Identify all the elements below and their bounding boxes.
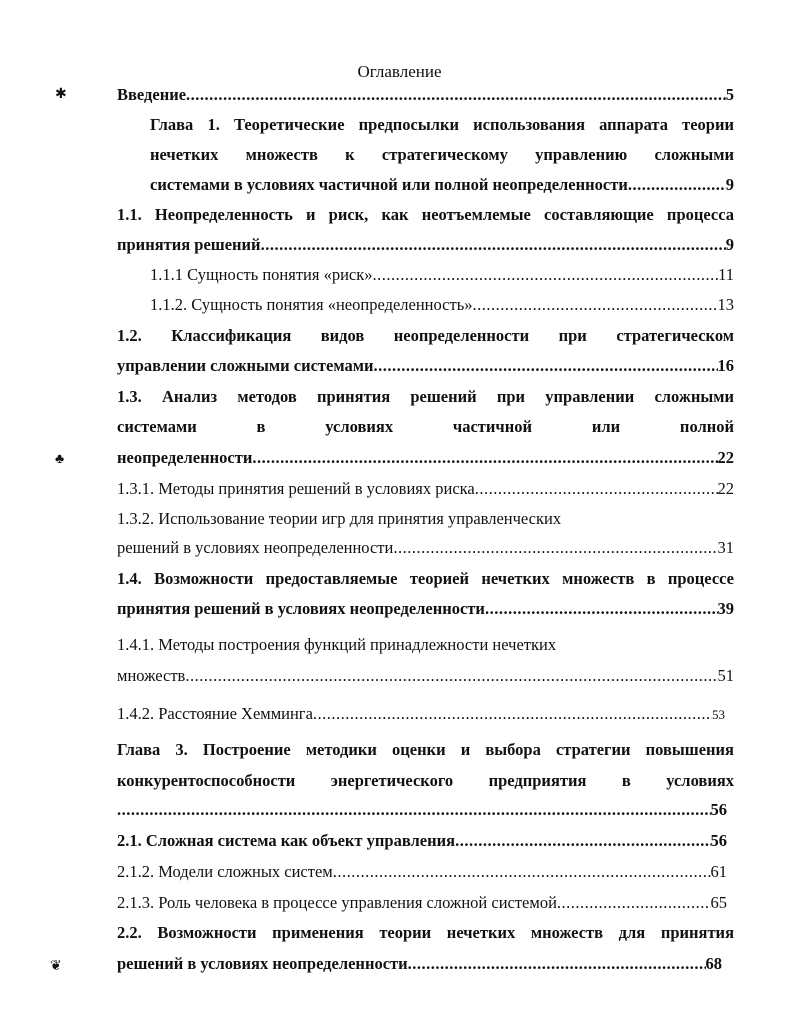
toc-entry-page: 5	[725, 85, 734, 104]
toc-section-1-2-line-2[interactable]	[117, 355, 734, 377]
toc-chapter-1-line-2[interactable]: нечетких множеств к стратегическому управлению сложными	[150, 145, 734, 164]
toc-subsection-1-4-1-line-1[interactable]: 1.4.1. Методы построения функций принадлежности нечетких	[117, 635, 557, 654]
leader-dots	[373, 355, 717, 377]
leader-dots	[628, 174, 726, 196]
toc-section-1-4-line-1[interactable]: 1.4. Возможности предоставляемые теорией нечетких множеств в процессе	[117, 569, 734, 588]
toc-entry-page: 22	[717, 479, 734, 498]
toc-chapter-1-line-1[interactable]: Глава 1. Теоретические предпосылки использования аппарата теории	[150, 115, 734, 134]
toc-entry-text: Введение	[117, 85, 187, 104]
toc-section-1-3-line-3[interactable]	[117, 447, 734, 469]
margin-mark-icon: ❦	[50, 959, 62, 974]
page-title: Оглавление	[357, 62, 442, 81]
toc-entry-page: 31	[717, 538, 734, 557]
toc-section-1-3-line-2[interactable]: системами в условиях частичной или полной	[117, 417, 734, 436]
margin-mark-icon: ✱	[55, 87, 67, 102]
leader-dots	[373, 264, 719, 286]
toc-subsection-1-1-1[interactable]	[150, 264, 734, 286]
toc-subsection-2-1-2[interactable]	[117, 861, 727, 883]
toc-section-1-3-line-1[interactable]: 1.3. Анализ методов принятия решений при управлении сложными	[117, 387, 734, 406]
leader-dots	[186, 84, 726, 106]
toc-entry-page: 9	[725, 235, 734, 254]
toc-section-1-1-line-2[interactable]	[117, 234, 734, 256]
leader-dots	[475, 478, 718, 500]
toc-entry-page: 53	[712, 707, 725, 722]
leader-dots	[185, 665, 717, 687]
toc-section-1-1-line-1[interactable]: 1.1. Неопределенность и риск, как неотъемлемые составляющие процесса	[117, 205, 734, 224]
toc-section-1-4-line-2[interactable]	[117, 598, 734, 620]
toc-entry-intro[interactable]	[117, 84, 734, 106]
leader-dots	[408, 953, 706, 975]
toc-entry-page: 56	[710, 800, 727, 819]
leader-dots	[252, 447, 717, 469]
toc-chapter-1-line-3[interactable]	[150, 174, 734, 196]
leader-dots	[261, 234, 726, 256]
toc-entry-page: 11	[718, 265, 734, 284]
toc-entry-page: 61	[710, 862, 727, 881]
toc-entry-text: системами в условиях частичной или полной неопределенности	[150, 175, 628, 194]
toc-entry-text: принятия решений	[117, 235, 261, 254]
toc-entry-page: 51	[717, 666, 734, 685]
leader-dots	[485, 598, 718, 620]
toc-entry-text: 2.1.2. Модели сложных систем	[117, 862, 333, 881]
toc-subsection-1-3-1[interactable]	[117, 478, 734, 500]
leader-dots	[313, 703, 712, 725]
toc-entry-page: 13	[717, 295, 734, 314]
toc-section-1-2-line-1[interactable]: 1.2. Классификация видов неопределенности при стратегическом	[117, 326, 734, 345]
margin-mark-icon: ♣	[55, 452, 65, 467]
toc-subsection-1-3-2-line-1[interactable]: 1.3.2. Использование теории игр для принятия управленческих	[117, 509, 562, 528]
leader-dots	[557, 892, 711, 914]
leader-dots	[455, 830, 710, 852]
toc-chapter-3-line-2[interactable]: конкурентоспособности энергетического предприятия в условиях	[117, 771, 734, 790]
toc-subsection-1-3-2-line-2[interactable]	[117, 537, 734, 559]
toc-subsection-1-1-2[interactable]	[150, 294, 734, 316]
leader-dots	[333, 861, 711, 883]
toc-subsection-2-1-3[interactable]	[117, 892, 727, 914]
toc-entry-page: 39	[717, 599, 734, 618]
leader-dots	[472, 294, 717, 316]
toc-entry-text: 2.1.3. Роль человека в процессе управления сложной системой	[117, 893, 557, 912]
toc-entry-page: 9	[725, 175, 734, 194]
toc-entry-text: 1.1.2. Сущность понятия «неопределенность»	[150, 295, 473, 314]
toc-entry-text: 1.1.1 Сущность понятия «риск»	[150, 265, 373, 284]
toc-chapter-3-line-3[interactable]	[117, 799, 727, 821]
toc-chapter-3-line-1[interactable]: Глава 3. Построение методики оценки и выбора стратегии повышения	[117, 740, 734, 759]
toc-entry-page: 68	[705, 954, 722, 973]
toc-entry-text: управлении сложными системами	[117, 356, 374, 375]
toc-subsection-1-4-1-line-2[interactable]	[117, 665, 734, 687]
toc-section-2-2-line-1[interactable]: 2.2. Возможности применения теории нечетких множеств для принятия	[117, 923, 734, 942]
toc-section-2-1[interactable]	[117, 830, 727, 852]
toc-entry-text: решений в условиях неопределенности	[117, 954, 408, 973]
toc-entry-page: 56	[710, 831, 727, 850]
toc-entry-page: 22	[717, 448, 734, 467]
toc-entry-text: 2.1. Сложная система как объект управления	[117, 831, 456, 850]
toc-subsection-1-4-2[interactable]	[117, 703, 725, 726]
leader-dots	[117, 799, 711, 821]
toc-entry-text: 1.3.1. Методы принятия решений в условиях риска	[117, 479, 475, 498]
toc-entry-text: множеств	[117, 666, 186, 685]
toc-entry-page: 65	[710, 893, 727, 912]
toc-entry-text: решений в условиях неопределенности	[117, 538, 394, 557]
toc-entry-text: 1.4.2. Расстояние Хемминга	[117, 704, 313, 723]
toc-entry-text: неопределенности	[117, 448, 253, 467]
toc-entry-page: 16	[717, 356, 734, 375]
toc-section-2-2-line-2[interactable]	[117, 953, 722, 975]
leader-dots	[393, 537, 717, 559]
toc-entry-text: принятия решений в условиях неопределенности	[117, 599, 485, 618]
